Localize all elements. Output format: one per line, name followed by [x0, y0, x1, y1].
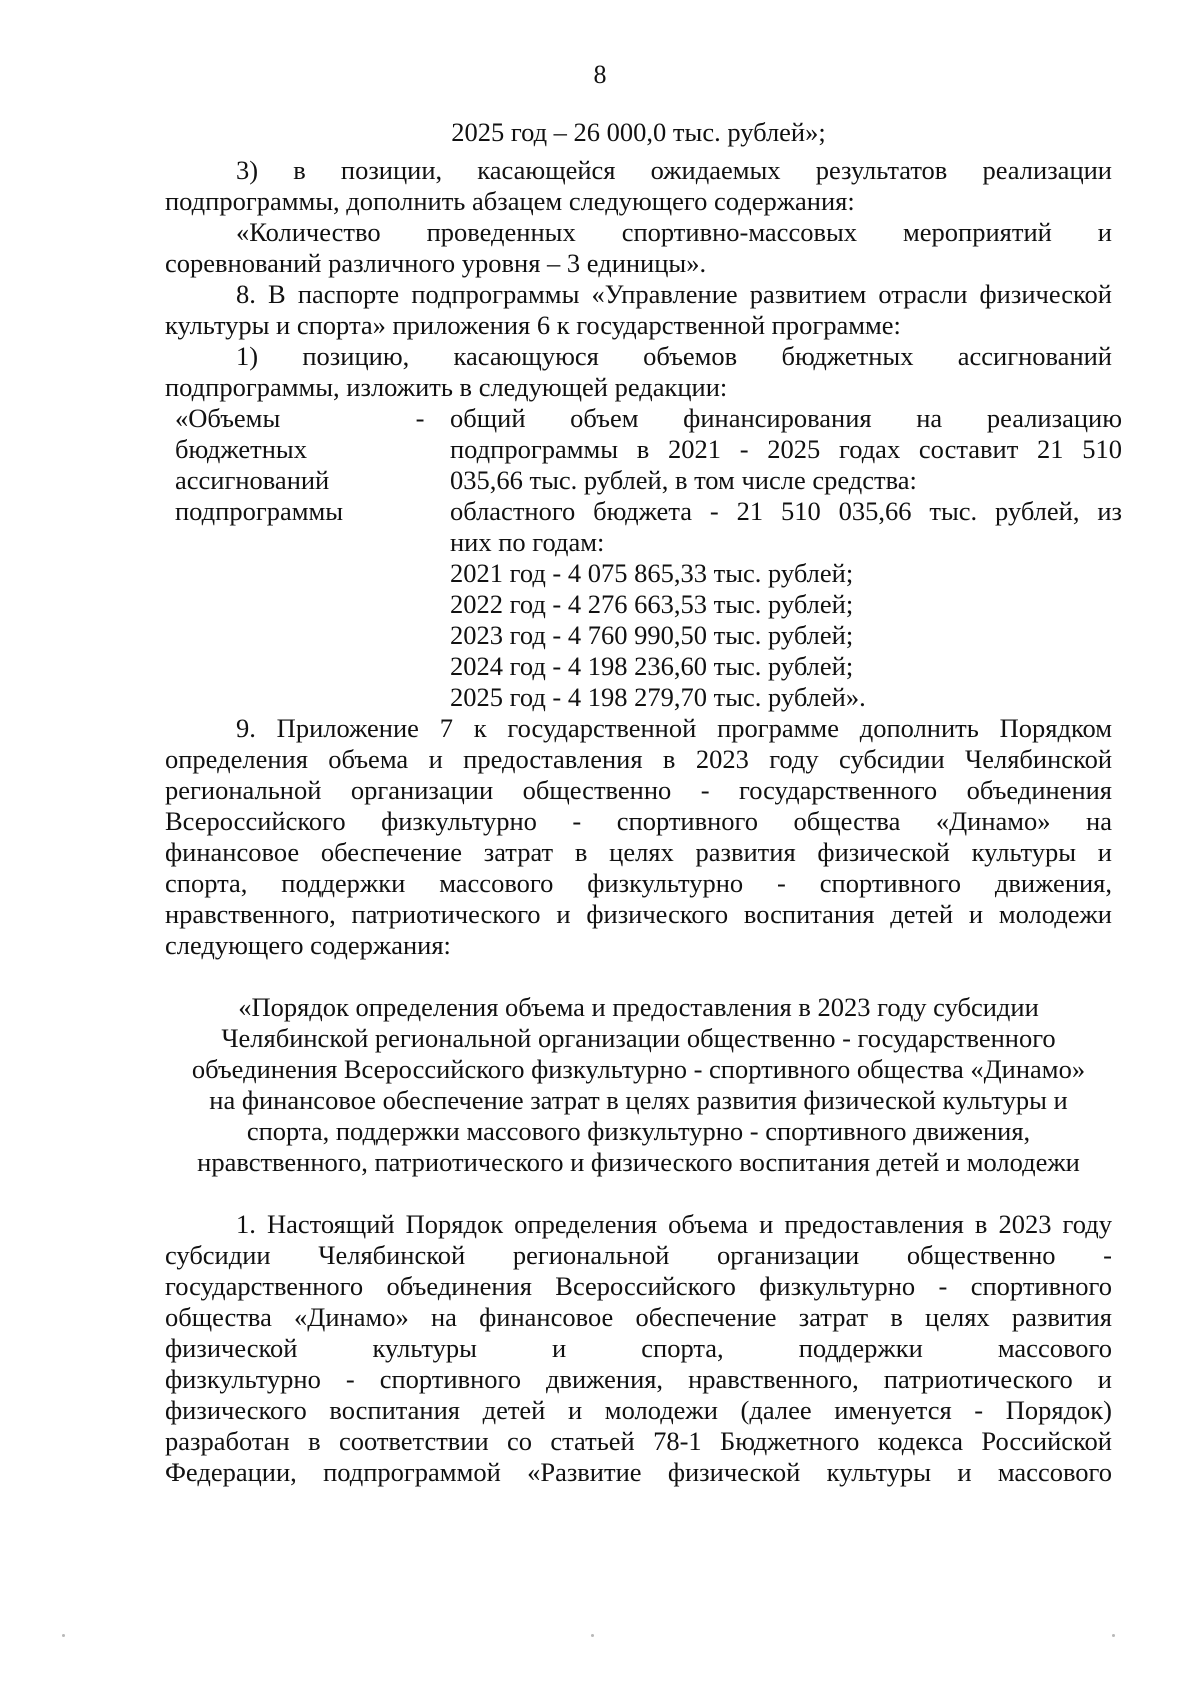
clause-1-line: физкультурно - спортивного движения, нравственного, патриотического и: [165, 1364, 1112, 1394]
item-3: [165, 155, 1112, 279]
passport-year-line: 2022 год - 4 276 663,53 тыс. рублей;: [450, 589, 854, 619]
item-3-quote-line-2: соревнований различного уровня – 3 единицы».: [165, 248, 707, 278]
item-8-sub1-line-1: 1) позицию, касающуюся объемов бюджетных ассигнований: [236, 341, 1112, 371]
passport-dash: -: [415, 403, 425, 433]
heading-line: «Порядок определения объема и предоставления в 2023 году субсидии: [238, 992, 1039, 1022]
heading-line: объединения Всероссийского физкультурно - спортивного общества «Динамо»: [191, 1054, 1086, 1084]
passport-label-line: бюджетных: [175, 434, 307, 464]
scan-speck: [1112, 1634, 1115, 1637]
heading-line: Челябинской региональной организации общественно - государственного: [221, 1023, 1056, 1053]
clause-1: [165, 1209, 1112, 1488]
order-heading: [165, 992, 1112, 1178]
item-9-line: Всероссийского физкультурно - спортивного общества «Динамо» на: [165, 806, 1112, 836]
heading-line: нравственного, патриотического и физического воспитания детей и молодежи: [197, 1147, 1080, 1177]
passport-value-line: общий объем финансирования на реализацию: [450, 403, 1122, 433]
passport-value-line: областного бюджета - 21 510 035,66 тыс. рублей, из: [450, 496, 1122, 526]
passport-value-line: 035,66 тыс. рублей, в том числе средства:: [450, 465, 917, 495]
clause-1-line: физического воспитания детей и молодежи (далее именуется - Порядок): [165, 1395, 1112, 1425]
continuation-line: 2025 год – 26 000,0 тыс. рублей»;: [451, 117, 826, 147]
item-9-line: нравственного, патриотического и физического воспитания детей и молодежи: [165, 899, 1112, 929]
item-9-line: определения объема и предоставления в 2023 году субсидии Челябинской: [165, 744, 1112, 774]
passport-value-line: подпрограммы в 2021 - 2025 годах составит 21 510: [450, 434, 1122, 464]
clause-1-line: государственного объединения Всероссийского физкультурно - спортивного: [165, 1271, 1112, 1301]
heading-line: на финансовое обеспечение затрат в целях развития физической культуры и: [209, 1085, 1068, 1115]
scan-speck: [62, 1634, 65, 1637]
item-9-line: региональной организации общественно - государственного объединения: [165, 775, 1112, 805]
item-3-quote-line-1: «Количество проведенных спортивно-массовых мероприятий и: [236, 217, 1112, 247]
passport-label-line: подпрограммы: [175, 496, 344, 526]
item-9-line: следующего содержания:: [165, 930, 451, 960]
passport-year-line: 2023 год - 4 760 990,50 тыс. рублей;: [450, 620, 854, 650]
item-3-line-2: подпрограммы, дополнить абзацем следующего содержания:: [165, 186, 855, 216]
clause-1-line: общества «Динамо» на финансовое обеспечение затрат в целях развития: [165, 1302, 1112, 1332]
scan-speck: [591, 1634, 594, 1637]
item-8: [165, 279, 1112, 403]
passport-year-line: 2024 год - 4 198 236,60 тыс. рублей;: [450, 651, 854, 681]
item-8-line-1: 8. В паспорте подпрограммы «Управление развитием отрасли физической: [236, 279, 1112, 309]
clause-1-line: 1. Настоящий Порядок определения объема и предоставления в 2023 году: [236, 1209, 1112, 1239]
passport-label-line: ассигнований: [175, 465, 330, 495]
item-9-line: спорта, поддержки массового физкультурно - спортивного движения,: [165, 868, 1112, 898]
item-9: [165, 713, 1112, 961]
item-9-line: 9. Приложение 7 к государственной программе дополнить Порядком: [236, 713, 1112, 743]
passport-value-line: них по годам:: [450, 527, 605, 557]
heading-line: спорта, поддержки массового физкультурно - спортивного движения,: [246, 1116, 1031, 1146]
passport-value: [450, 403, 1122, 713]
item-3-line-1: 3) в позиции, касающейся ожидаемых результатов реализации: [236, 155, 1112, 185]
item-8-sub1-line-2: подпрограммы, изложить в следующей редакции:: [165, 372, 728, 402]
clause-1-line: разработан в соответствии со статьей 78-1 Бюджетного кодекса Российской: [165, 1426, 1112, 1456]
page-number: 8: [593, 60, 607, 89]
item-8-line-2: культуры и спорта» приложения 6 к государственной программе:: [165, 310, 901, 340]
clause-1-line: субсидии Челябинской региональной организации общественно -: [165, 1240, 1112, 1270]
document-body: [165, 117, 1122, 1488]
passport-year-line: 2021 год - 4 075 865,33 тыс. рублей;: [450, 558, 854, 588]
passport-table: [175, 403, 1122, 713]
passport-label: [175, 403, 390, 713]
passport-label-line: «Объемы: [175, 403, 281, 433]
clause-1-line: Федерации, подпрограммой «Развитие физической культуры и массового: [165, 1457, 1112, 1487]
item-9-line: финансовое обеспечение затрат в целях развития физической культуры и: [165, 837, 1112, 867]
passport-year-line: 2025 год - 4 198 279,70 тыс. рублей».: [450, 682, 866, 712]
clause-1-line: физической культуры и спорта, поддержки массового: [165, 1333, 1112, 1363]
